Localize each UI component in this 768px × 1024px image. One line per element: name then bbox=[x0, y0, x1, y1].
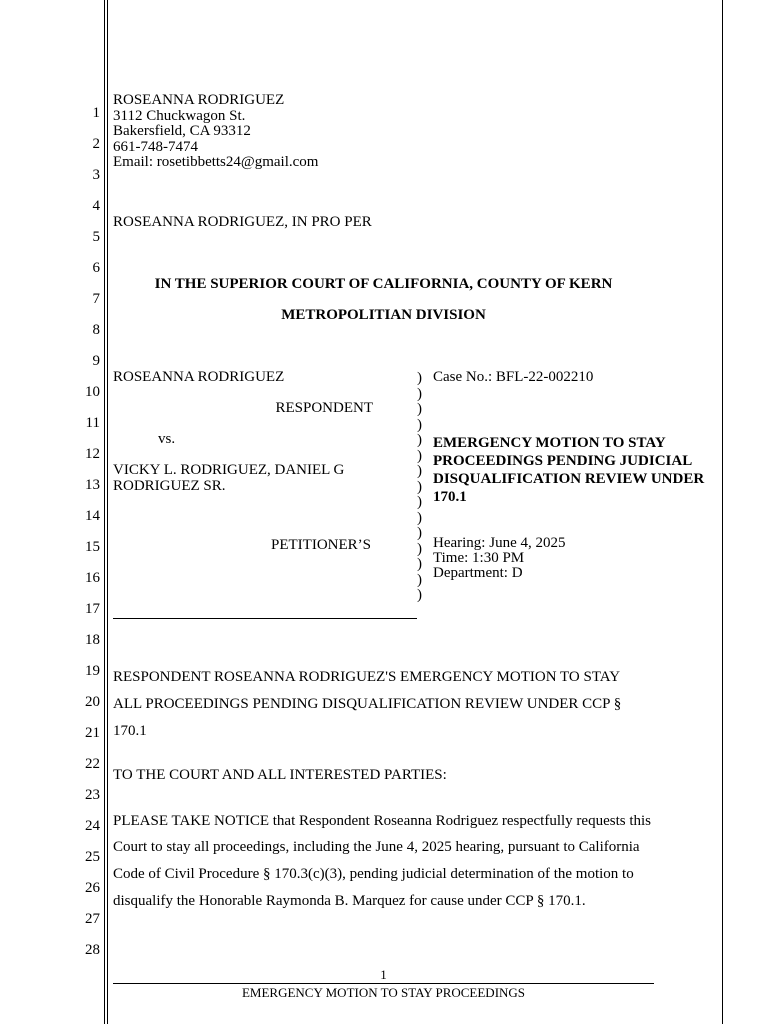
line-number: 28 bbox=[85, 942, 100, 958]
line-number: 3 bbox=[92, 167, 100, 183]
line-number: 27 bbox=[85, 911, 100, 927]
motion-title-line-3: DISQUALIFICATION REVIEW UNDER bbox=[433, 471, 705, 487]
motion-heading-line: 170.1 bbox=[113, 723, 147, 739]
party-1-name: ROSEANNA RODRIGUEZ bbox=[113, 369, 285, 385]
paren: ) bbox=[417, 447, 422, 464]
case-number: Case No.: BFL-22-002210 bbox=[433, 369, 594, 385]
versus-label: vs. bbox=[158, 431, 176, 447]
left-margin-rule-outer bbox=[104, 0, 105, 1024]
motion-heading-line: RESPONDENT ROSEANNA RODRIGUEZ'S EMERGENCY MOTION TO STAY bbox=[113, 669, 621, 685]
left-margin-rule-inner bbox=[107, 0, 108, 1024]
line-number: 6 bbox=[92, 260, 100, 276]
line-number: 25 bbox=[85, 849, 100, 865]
paren: ) bbox=[417, 432, 422, 448]
paren: ) bbox=[417, 509, 422, 526]
line-number: 11 bbox=[85, 415, 100, 431]
paren: ) bbox=[417, 370, 422, 386]
line-number: 7 bbox=[92, 291, 100, 307]
caption-underline bbox=[113, 618, 417, 619]
paren: ) bbox=[417, 525, 422, 541]
line-number: 26 bbox=[85, 880, 100, 896]
hearing-date: Hearing: June 4, 2025 bbox=[433, 535, 566, 551]
filer-name: ROSEANNA RODRIGUEZ bbox=[113, 92, 285, 108]
line-number: 10 bbox=[85, 384, 100, 400]
line-number: 17 bbox=[85, 601, 100, 617]
line-number: 16 bbox=[85, 570, 100, 586]
notice-line: PLEASE TAKE NOTICE that Respondent Roseanna Rodriguez respectfully requests this bbox=[113, 813, 652, 829]
salutation: TO THE COURT AND ALL INTERESTED PARTIES: bbox=[113, 767, 447, 783]
line-number: 1 bbox=[92, 105, 100, 121]
line-number: 24 bbox=[85, 818, 100, 834]
line-number: 13 bbox=[85, 477, 100, 493]
pro-per-line: ROSEANNA RODRIGUEZ, IN PRO PER bbox=[113, 214, 372, 230]
footer-rule bbox=[113, 983, 654, 984]
party-2-name-line-2: RODRIGUEZ SR. bbox=[113, 478, 226, 494]
hearing-department: Department: D bbox=[433, 565, 523, 581]
paren: ) bbox=[417, 401, 422, 417]
filer-email: Email: rosetibbetts24@gmail.com bbox=[113, 154, 319, 170]
line-number: 23 bbox=[85, 787, 100, 803]
line-number: 8 bbox=[92, 322, 100, 338]
notice-line: disqualify the Honorable Raymonda B. Marquez for cause under CCP § 170.1. bbox=[113, 893, 586, 909]
court-title: IN THE SUPERIOR COURT OF CALIFORNIA, COUNTY OF KERN bbox=[154, 276, 613, 292]
line-number: 14 bbox=[85, 508, 100, 524]
notice-line: Code of Civil Procedure § 170.3(c)(3), pending judicial determination of the motion to bbox=[113, 866, 634, 882]
page-number: 1 bbox=[380, 967, 387, 982]
party-2-name-line-1: VICKY L. RODRIGUEZ, DANIEL G bbox=[113, 462, 345, 478]
paren: ) bbox=[417, 571, 422, 588]
line-number: 22 bbox=[85, 756, 100, 772]
paren: ) bbox=[417, 463, 422, 479]
hearing-time: Time: 1:30 PM bbox=[433, 550, 525, 566]
line-number: 9 bbox=[92, 353, 100, 369]
line-number: 21 bbox=[85, 725, 100, 741]
line-number: 18 bbox=[85, 632, 100, 648]
paren: ) bbox=[417, 556, 422, 572]
footer-title: EMERGENCY MOTION TO STAY PROCEEDINGS bbox=[241, 985, 526, 1000]
paren: ) bbox=[417, 540, 422, 557]
motion-title-line-4: 170.1 bbox=[433, 489, 467, 505]
filer-city: Bakersfield, CA 93312 bbox=[113, 123, 251, 139]
filer-phone: 661-748-7474 bbox=[113, 138, 198, 155]
line-number: 20 bbox=[85, 694, 100, 710]
right-margin-rule bbox=[722, 0, 723, 1024]
paren: ) bbox=[417, 478, 422, 495]
party-1-role: RESPONDENT bbox=[275, 400, 373, 416]
line-number: 4 bbox=[92, 198, 100, 214]
line-number: 15 bbox=[85, 539, 100, 555]
line-number: 2 bbox=[92, 136, 100, 152]
paren: ) bbox=[417, 385, 422, 402]
motion-heading-line: ALL PROCEEDINGS PENDING DISQUALIFICATION REVIEW UNDER CCP § bbox=[113, 696, 622, 712]
line-number: 19 bbox=[85, 663, 100, 679]
filer-street: 3112 Chuckwagon St. bbox=[113, 107, 246, 124]
line-number: 12 bbox=[85, 446, 100, 462]
line-number: 5 bbox=[92, 229, 100, 245]
party-2-role: PETITIONER’S bbox=[271, 537, 371, 553]
paren: ) bbox=[417, 494, 422, 510]
motion-title-line-1: EMERGENCY MOTION TO STAY bbox=[433, 435, 666, 451]
motion-title-line-2: PROCEEDINGS PENDING JUDICIAL bbox=[433, 453, 693, 469]
court-division: METROPOLITIAN DIVISION bbox=[281, 307, 486, 323]
paren: ) bbox=[417, 587, 422, 603]
paren: ) bbox=[417, 416, 422, 433]
notice-line: Court to stay all proceedings, including the June 4, 2025 hearing, pursuant to California bbox=[113, 839, 640, 855]
caption-paren-column bbox=[417, 371, 427, 604]
